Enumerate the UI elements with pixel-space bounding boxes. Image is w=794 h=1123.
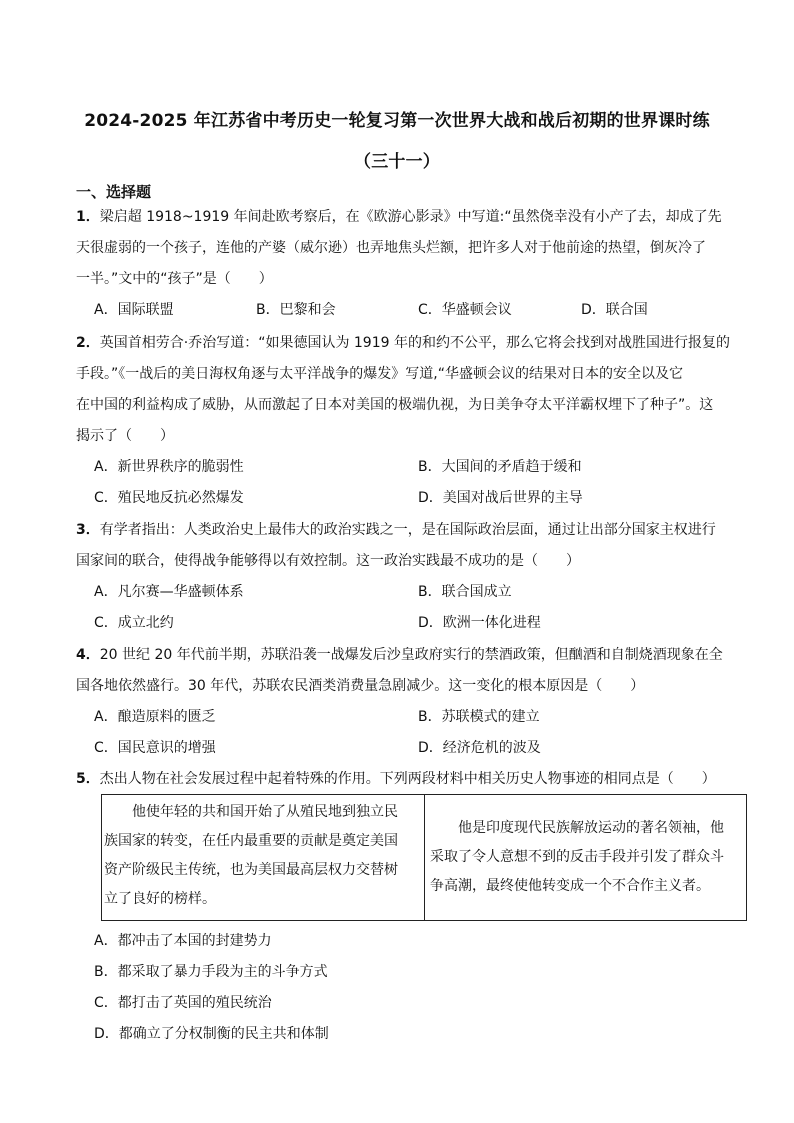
question-number: 4． bbox=[76, 647, 100, 663]
table-cell-text: 争高潮，最终使他转变成一个不合作主义者。 bbox=[430, 878, 710, 894]
question-stem-text: 在中国的利益构成了威胁，从而激起了日本对美国的极端仇视，为日美争夺太平洋霸权埋下了种子”。这 bbox=[76, 397, 714, 413]
answer-option[interactable]: A．新世界秩序的脆弱性 bbox=[94, 459, 244, 475]
question-stem-text: 英国首相劳合·乔治写道：“如果德国认为 1919 年的和约不公平，那么它将会找到对战胜国进行报复的 bbox=[99, 335, 730, 351]
question-number: 2． bbox=[76, 335, 100, 351]
table-cell-right bbox=[430, 814, 744, 901]
answer-option[interactable]: D．联合国 bbox=[581, 302, 648, 318]
question-stem-text: 梁启超 1918~1919 年间赴欧考察后，在《欧游心影录》中写道:“虽然侥幸没有小产了去，却成了先 bbox=[99, 209, 722, 225]
table-cell-left bbox=[104, 798, 420, 914]
answer-option[interactable]: C．成立北约 bbox=[94, 615, 174, 631]
answer-option[interactable]: D．经济危机的波及 bbox=[418, 740, 541, 756]
question-stem-text: 手段。”《一战后的美日海权角逐与太平洋战争的爆发》写道,“华盛顿会议的结果对日本的安全以及它 bbox=[76, 366, 683, 382]
answer-option[interactable]: A．酿造原料的匮乏 bbox=[94, 709, 216, 725]
answer-option[interactable]: C．国民意识的增强 bbox=[94, 740, 216, 756]
answer-option[interactable]: D．欧洲一体化进程 bbox=[418, 615, 541, 631]
table-cell-text: 族国家的转变，在任内最重要的贡献是奠定美国 bbox=[104, 833, 398, 849]
question-number: 3． bbox=[76, 522, 100, 538]
answer-option[interactable]: A．都冲击了本国的封建势力 bbox=[94, 933, 272, 949]
table-divider bbox=[424, 795, 425, 920]
question-stem-text: 有学者指出：人类政治史上最伟大的政治实践之一，是在国际政治层面，通过让出部分国家主权进行 bbox=[99, 522, 716, 538]
table-cell-text: 他使年轻的共和国开始了从殖民地到独立民 bbox=[132, 804, 398, 820]
table-cell-text: 资产阶级民主传统，也为美国最高层权力交替树 bbox=[104, 862, 398, 878]
answer-option[interactable]: B．大国间的矛盾趋于缓和 bbox=[418, 459, 582, 475]
answer-option[interactable]: B．联合国成立 bbox=[418, 584, 512, 600]
answer-option[interactable]: A．国际联盟 bbox=[94, 302, 174, 318]
question-stem-text: 国家间的联合，使得战争能够得以有效控制。这一政治实践最不成功的是（ ） bbox=[76, 553, 580, 569]
answer-option[interactable]: C．都打击了英国的殖民统治 bbox=[94, 995, 272, 1011]
question-stem-text: 20 世纪 20 年代前半期，苏联沿袭一战爆发后沙皇政府实行的禁酒政策，但酗酒和自制烧酒现象在全 bbox=[99, 647, 723, 663]
section-heading: 一、选择题 bbox=[76, 183, 152, 201]
question-2-line bbox=[76, 332, 756, 352]
question-stem-text: 天很虚弱的一个孩子，连他的产婆（威尔逊）也弄地焦头烂额，把许多人对于他前途的热望，倒灰冷了 bbox=[76, 240, 706, 256]
answer-option[interactable]: B．巴黎和会 bbox=[256, 302, 336, 318]
document-title: 2024-2025 年江苏省中考历史一轮复习第一次世界大战和战后初期的世界课时练 bbox=[84, 111, 710, 131]
question-stem-text: 一半。”文中的“孩子”是（ ） bbox=[76, 271, 273, 287]
question-4-line bbox=[76, 644, 756, 664]
question-number: 5． bbox=[76, 771, 100, 787]
question-stem-text: 揭示了（ ） bbox=[76, 428, 174, 444]
table-cell-text: 他是印度现代民族解放运动的著名领袖，他 bbox=[458, 820, 724, 836]
material-table bbox=[101, 794, 747, 921]
answer-option[interactable]: C．华盛顿会议 bbox=[418, 302, 512, 318]
answer-option[interactable]: D．美国对战后世界的主导 bbox=[418, 490, 583, 506]
question-3-line bbox=[76, 519, 756, 539]
table-cell-text: 立了良好的榜样。 bbox=[104, 891, 216, 907]
answer-option[interactable]: C．殖民地反抗必然爆发 bbox=[94, 490, 244, 506]
answer-option[interactable]: A．凡尔赛—华盛顿体系 bbox=[94, 584, 244, 600]
question-number: 1． bbox=[76, 209, 100, 225]
answer-option[interactable]: D．都确立了分权制衡的民主共和体制 bbox=[94, 1026, 329, 1042]
question-1-line bbox=[76, 206, 756, 226]
answer-option[interactable]: B．都采取了暴力手段为主的斗争方式 bbox=[94, 964, 328, 980]
table-cell-text: 采取了令人意想不到的反击手段并引发了群众斗 bbox=[430, 849, 724, 865]
document-subtitle: （三十一） bbox=[354, 152, 440, 172]
question-stem-text: 国各地依然盛行。30 年代，苏联农民酒类消费量急剧减少。这一变化的根本原因是（ ） bbox=[76, 678, 645, 694]
question-5-line bbox=[76, 768, 756, 788]
answer-option[interactable]: B．苏联模式的建立 bbox=[418, 709, 540, 725]
question-stem-text: 杰出人物在社会发展过程中起着特殊的作用。下列两段材料中相关历史人物事迹的相同点是（ ） bbox=[99, 771, 716, 787]
